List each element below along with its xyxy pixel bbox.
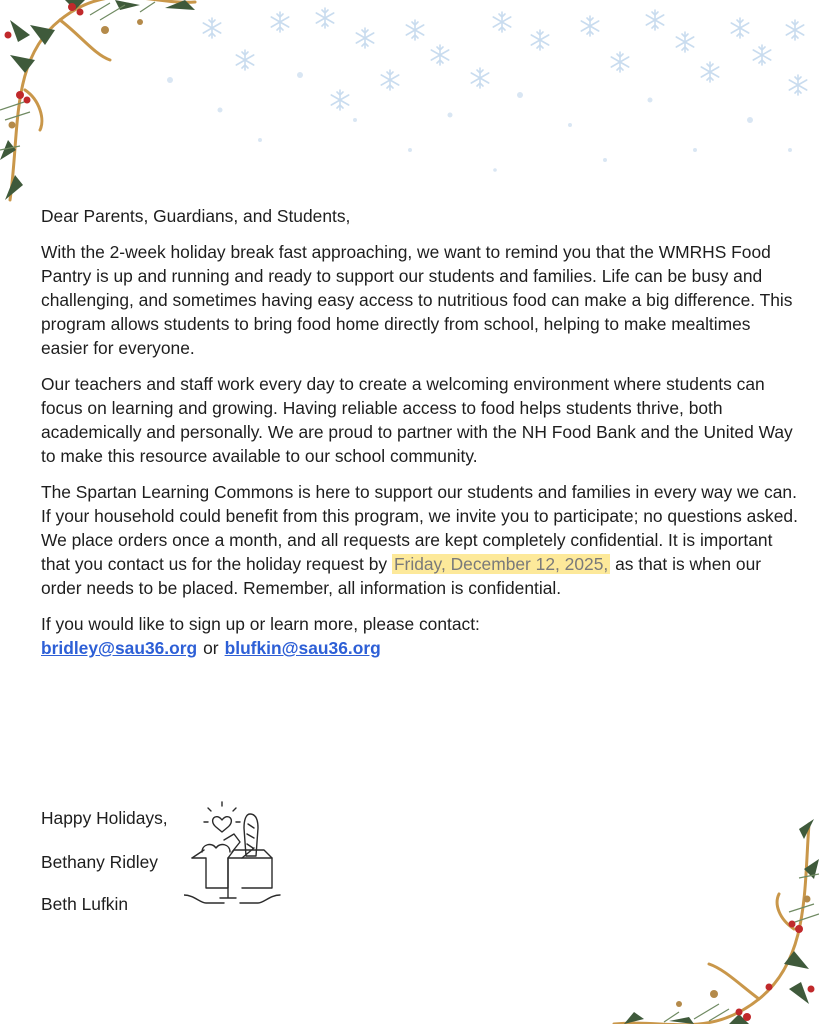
deadline-text-after: as that is when our order needs to be placed. Remember, all information is confidential. — [41, 554, 762, 598]
holly-garland-icon — [0, 0, 200, 205]
signature-name-ridley: Bethany Ridley — [41, 852, 158, 872]
paragraph-pantry-intro: With the 2-week holiday break fast approaching, we want to remind you that the WMRHS Food Pantry is up and running and ready to support our students and families. Life can be busy and challenging, and sometimes having easy access to nutritious food can make a big difference. This program allows students to bring food home directly from school, helping to make mealtimes easier for everyone. — [41, 242, 793, 358]
snowflake-icon — [203, 8, 806, 110]
contact-emails — [41, 636, 801, 660]
paragraph-deadline — [41, 480, 801, 600]
food-donation-box-icon — [184, 800, 282, 915]
greeting: Dear Parents, Guardians, and Students, — [41, 206, 351, 226]
email-link-blufkin[interactable]: blufkin@sau36.org — [224, 638, 381, 658]
closing-salutation: Happy Holidays, — [41, 808, 168, 828]
email-separator: or — [203, 638, 219, 658]
snowflake-pattern — [150, 0, 819, 190]
email-link-bridley[interactable]: bridley@sau36.org — [41, 638, 198, 658]
signature-name-lufkin: Beth Lufkin — [41, 894, 129, 914]
letter-body — [41, 204, 801, 660]
deadline-text-before: The Spartan Learning Commons is here to support our students and families in every way we can. If your household could benefit from this program, we invite you to participate; no questions asked. We place orders once a month, and all requests are kept completely confidential. It is important that you contact us for the holiday request by — [41, 482, 798, 574]
paragraph-partnership: Our teachers and staff work every day to create a welcoming environment where students can focus on learning and growing. Having reliable access to food helps students thrive, both academically and personally. We are proud to partner with the NH Food Bank and the United Way to make this resource available to our school community. — [41, 374, 793, 466]
contact-intro: If you would like to sign up or learn more, please contact: — [41, 614, 480, 634]
deadline-date-highlight: Friday, December 12, 2025, — [393, 554, 609, 574]
holly-garland-icon — [609, 819, 819, 1024]
